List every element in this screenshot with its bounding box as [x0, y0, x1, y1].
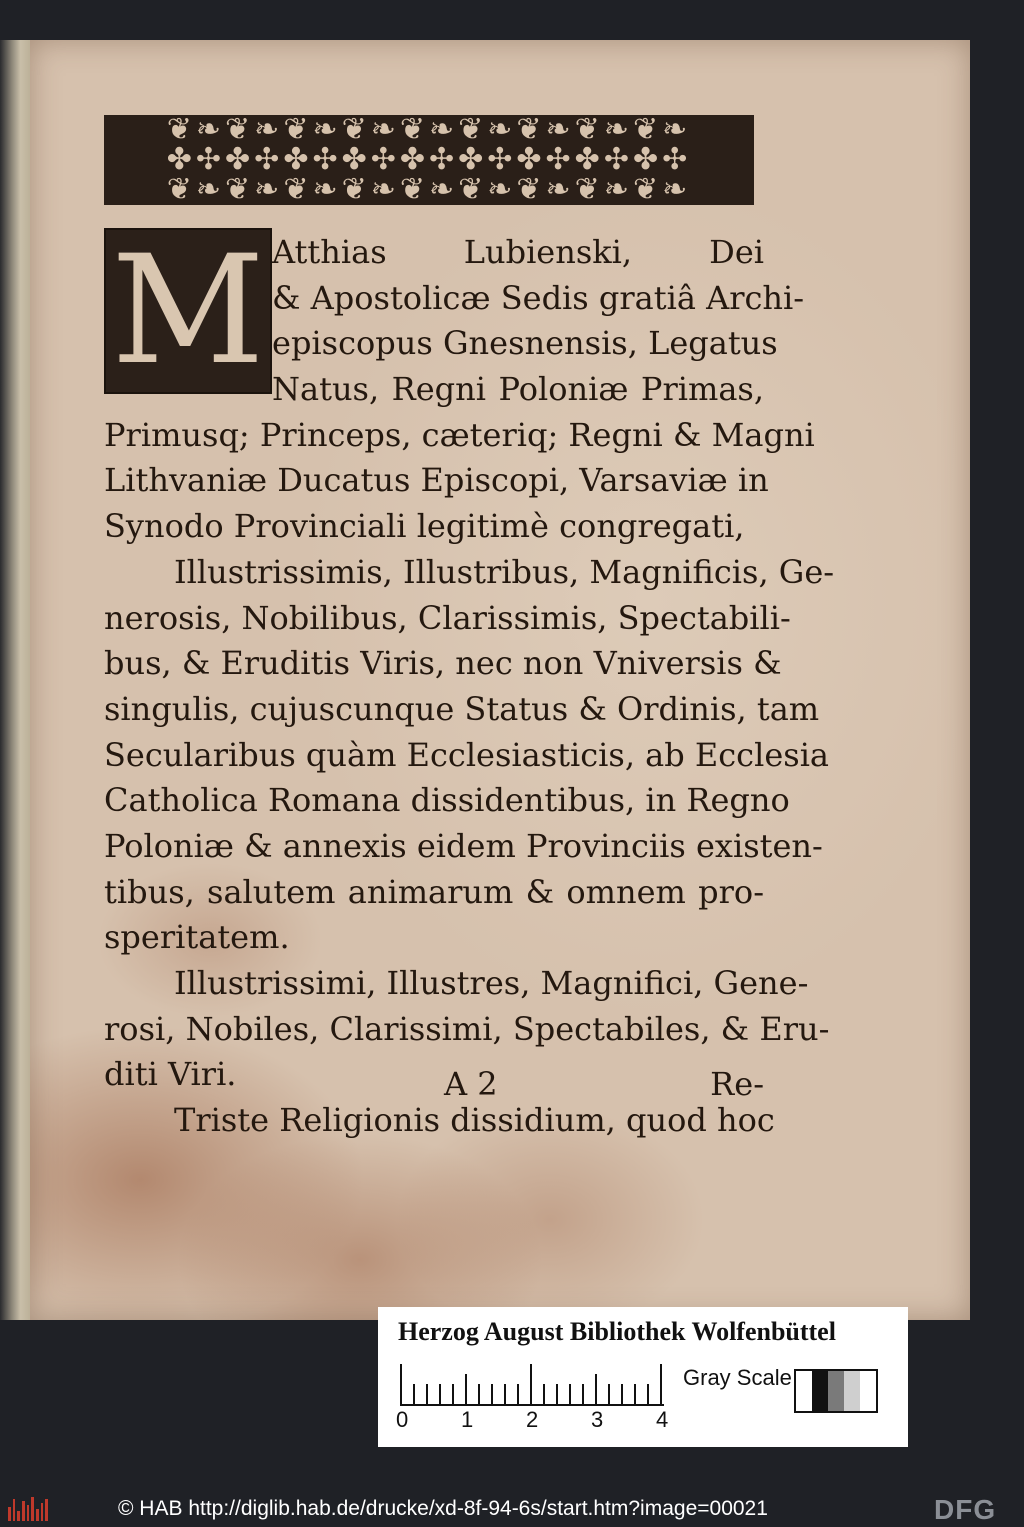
ruler-tick [621, 1384, 623, 1404]
ruler-tick [400, 1364, 402, 1404]
text-line: episcopus Gnesnensis, Legatus [272, 324, 778, 363]
text-line: Illustrissimi, Illustres, Magnifici, Gene- [174, 964, 809, 1002]
ruler-number: 4 [656, 1407, 669, 1432]
copyright-url-link[interactable]: © HAB http://diglib.hab.de/drucke/xd-8f-94-6s/start.htm?image=00021 [118, 1497, 768, 1520]
gray-swatch [828, 1371, 844, 1411]
ruler-tick [647, 1384, 649, 1404]
ruler-number: 2 [526, 1407, 539, 1432]
ruler-tick [608, 1384, 610, 1404]
ruler-number: 3 [591, 1407, 604, 1432]
signature-mark: A 2 [444, 1065, 498, 1103]
text-line: Atthias Lubienski, Dei [272, 233, 764, 271]
ruler-tick [660, 1364, 662, 1404]
gray-swatch [796, 1371, 812, 1411]
text-line: Secularibus quàm Ecclesiasticis, ab Ecclesia [104, 735, 829, 774]
ruler-tick [517, 1384, 519, 1404]
ruler-tick [478, 1384, 480, 1404]
page-foot [104, 1065, 764, 1111]
gray-scale-label: Gray Scale [683, 1365, 792, 1390]
hab-barcode-logo-icon [8, 1497, 48, 1521]
text-line: rosi, Nobiles, Clarissimi, Spectabiles, & Eru- [104, 1009, 830, 1048]
ruler-tick [452, 1384, 454, 1404]
ruler-tick [426, 1384, 428, 1404]
text-line: bus, & Eruditis Viris, nec non Vniversis & [104, 644, 782, 683]
viewer-footer-bar [0, 1492, 1024, 1527]
text-line: Triste Religionis dissidium, quod hoc [174, 1101, 775, 1140]
ruler-number: 1 [461, 1407, 474, 1432]
text-line: & Apostolicæ Sedis gratiâ Archi- [272, 278, 805, 317]
gray-scale-swatches [794, 1369, 878, 1413]
text-line: speritatem. [104, 918, 290, 957]
gray-swatch [812, 1371, 828, 1411]
text-line: Natus, Regni Poloniæ Primas, [272, 370, 764, 409]
ruler-number: 0 [396, 1407, 409, 1432]
ruler-tick [504, 1384, 506, 1404]
text-line: Lithvaniæ Ducatus Episcopi, Varsaviæ in [104, 461, 769, 500]
ruler-tick [439, 1384, 441, 1404]
ruler-tick [634, 1384, 636, 1404]
ruler-tick [413, 1384, 415, 1404]
text-line: tibus, salutem animarum & omnem pro- [104, 872, 764, 911]
ruler-tick [543, 1384, 545, 1404]
gray-swatch [844, 1371, 860, 1411]
dfg-logo: DFG [934, 1494, 997, 1525]
ruler-tick [569, 1384, 571, 1404]
ruler-tick [491, 1384, 493, 1404]
book-spine-edge [0, 40, 34, 1320]
ornament-row: ❦❧❦❧❦❧❦❧❦❧❦❧❦❧❦❧❦❧ [166, 172, 692, 205]
ornament-row: ✤✣✤✣✤✣✤✣✤✣✤✣✤✣✤✣✤✣ [166, 142, 692, 177]
text-line: nerosis, Nobilibus, Clarissimis, Spectabili- [104, 598, 791, 637]
ornamental-headpiece [104, 115, 754, 205]
page-body-text [104, 230, 835, 1144]
text-line: Poloniæ & annexis eidem Provinciis existen- [104, 826, 823, 865]
ornament-row: ❦❧❦❧❦❧❦❧❦❧❦❧❦❧❦❧❦❧ [166, 115, 692, 147]
catchword: Re- [710, 1065, 764, 1103]
ruler-tick [530, 1364, 532, 1404]
gray-swatch [860, 1371, 876, 1411]
library-name: Herzog August Bibliothek Wolfenbüttel [398, 1317, 836, 1346]
ruler-tick [465, 1374, 467, 1404]
ruler-tick [556, 1384, 558, 1404]
text-line: Synodo Provinciali legitimè congregati, [104, 507, 745, 546]
text-line: diti Viri. [104, 1055, 237, 1094]
text-line: Catholica Romana dissidentibus, in Regno [104, 781, 790, 820]
text-line: Primusq; Princeps, cæteriq; Regni & Magni [104, 415, 815, 454]
ruler-tick [595, 1374, 597, 1404]
text-line: Illustrissimis, Illustribus, Magnificis, Ge- [174, 552, 835, 591]
color-scale-card [378, 1307, 908, 1447]
decorated-initial-letter: M [104, 228, 272, 394]
text-line: singulis, cujuscunque Status & Ordinis, tam [104, 689, 820, 728]
ruler-tick [582, 1384, 584, 1404]
ruler [400, 1362, 664, 1406]
